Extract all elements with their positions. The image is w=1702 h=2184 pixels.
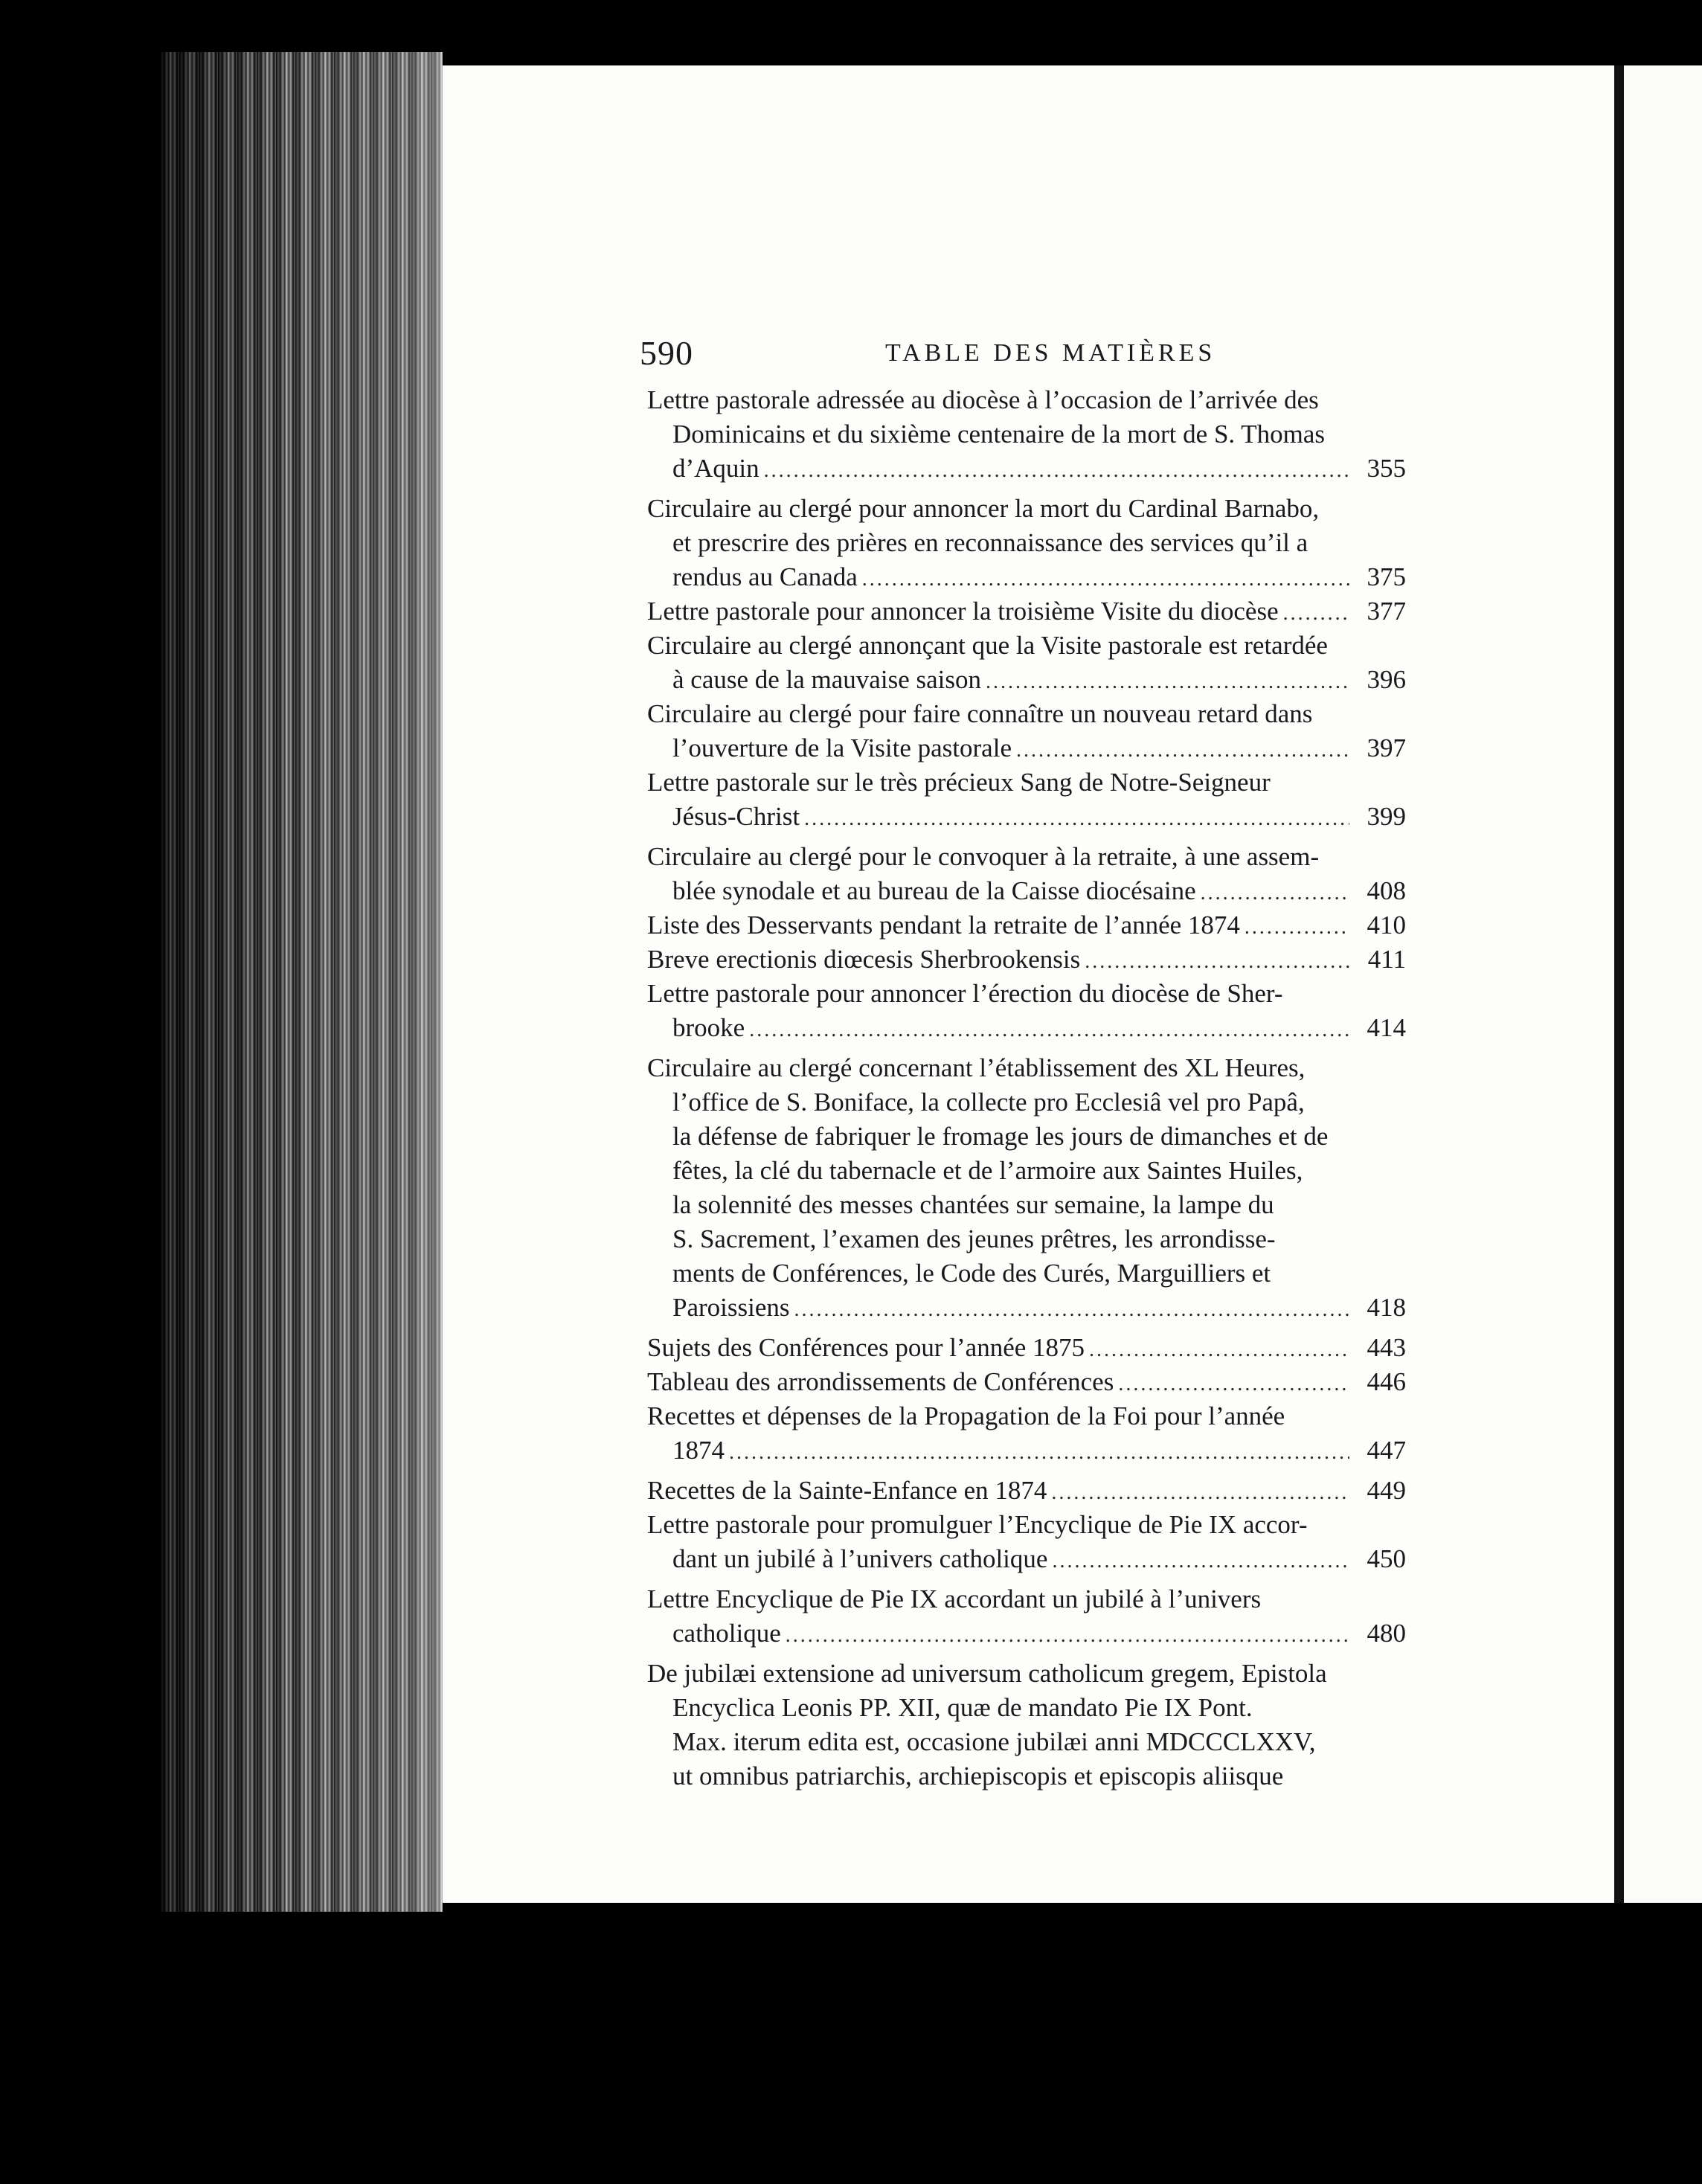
toc-entry-text: la défense de fabriquer le fromage les jours de dimanches et de xyxy=(672,1122,1329,1151)
toc-entry-line xyxy=(647,1120,1406,1154)
toc-entry-line xyxy=(647,1474,1406,1508)
toc-entry xyxy=(647,1051,1406,1325)
toc-entry-line xyxy=(647,663,1406,697)
toc-page-number: 397 xyxy=(1367,733,1406,762)
toc-page-number: 446 xyxy=(1367,1367,1406,1396)
toc-entry-text: l’office de S. Boniface, la collecte pro Ecclesiâ vel pro Papâ, xyxy=(672,1088,1305,1117)
toc-entry-line xyxy=(647,1011,1406,1045)
dot-leader xyxy=(749,1013,1349,1047)
toc-entry-text: ments de Conférences, le Code des Curés, Marguilliers et xyxy=(672,1259,1271,1288)
toc-entry xyxy=(647,492,1406,594)
toc-entry-line xyxy=(647,977,1406,1011)
toc-entry-text: Circulaire au clergé annonçant que la Visite pastorale est retardée xyxy=(647,631,1328,660)
toc-entry-text: Tableau des arrondissements de Conférences xyxy=(647,1367,1114,1396)
toc-entry-text: Recettes et dépenses de la Propagation de la Foi pour l’année xyxy=(647,1401,1285,1430)
dot-leader xyxy=(1016,733,1349,768)
toc-entry-line xyxy=(647,383,1406,417)
running-title: TABLE DES MATIÈRES xyxy=(885,339,1216,367)
right-page-sliver xyxy=(1624,65,1702,1903)
toc-entry-text: d’Aquin xyxy=(672,454,760,483)
toc-entry xyxy=(647,697,1406,765)
page-header xyxy=(640,333,1384,378)
toc-entry-line xyxy=(647,1433,1406,1468)
toc-entry xyxy=(647,908,1406,942)
dot-leader xyxy=(986,665,1349,699)
toc-entry xyxy=(647,765,1406,834)
toc-page-number: 396 xyxy=(1367,665,1406,694)
toc-entry-line xyxy=(647,417,1406,452)
toc-page-number: 443 xyxy=(1367,1333,1406,1362)
toc-entry-line xyxy=(647,594,1406,629)
toc-entry xyxy=(647,1582,1406,1651)
toc-page-number: 399 xyxy=(1367,802,1406,831)
toc-entry-line xyxy=(647,1691,1406,1725)
toc-entry xyxy=(647,840,1406,908)
toc-entry-text: dant un jubilé à l’univers catholique xyxy=(672,1544,1048,1573)
toc-entry xyxy=(647,1399,1406,1468)
toc-entry-line xyxy=(647,765,1406,800)
toc-entry-line xyxy=(647,1365,1406,1399)
toc-entry-line xyxy=(647,697,1406,731)
toc-entry-line xyxy=(647,492,1406,526)
toc-entry-line xyxy=(647,1399,1406,1433)
toc-page-number: 408 xyxy=(1367,876,1406,905)
toc-entry xyxy=(647,942,1406,977)
table-of-contents xyxy=(647,383,1406,1793)
toc-entry-text: à cause de la mauvaise saison xyxy=(672,665,981,694)
toc-entry-text: Lettre Encyclique de Pie IX accordant un jubilé à l’univers xyxy=(647,1584,1262,1613)
toc-entry-text: Encyclica Leonis PP. XII, quæ de mandato Pie IX Pont. xyxy=(672,1693,1253,1722)
toc-entry-line xyxy=(647,1725,1406,1759)
toc-entry-text: catholique xyxy=(672,1619,781,1648)
toc-entry-text: Max. iterum edita est, occasione jubilæi anni MDCCCLXXV, xyxy=(672,1727,1316,1756)
page-number: 590 xyxy=(640,334,693,372)
toc-entry-text: blée synodale et au bureau de la Caisse diocésaine xyxy=(672,876,1196,905)
dot-leader xyxy=(764,454,1349,488)
toc-entry-text: De jubilæi extensione ad universum catholicum gregem, Epistola xyxy=(647,1659,1327,1688)
book-page-edges xyxy=(160,52,443,1912)
toc-entry xyxy=(647,1474,1406,1508)
toc-entry-line xyxy=(647,942,1406,977)
dot-leader xyxy=(862,562,1349,597)
toc-entry-text: l’ouverture de la Visite pastorale xyxy=(672,733,1012,762)
toc-entry-line xyxy=(647,1759,1406,1793)
toc-page-number: 449 xyxy=(1367,1476,1406,1505)
toc-entry-line xyxy=(647,1331,1406,1365)
dot-leader xyxy=(1245,910,1349,945)
toc-entry-line xyxy=(647,874,1406,908)
toc-entry-text: Circulaire au clergé pour le convoquer à la retraite, à une assem- xyxy=(647,842,1320,871)
toc-entry-line xyxy=(647,1616,1406,1651)
toc-entry xyxy=(647,594,1406,629)
toc-entry-text: S. Sacrement, l’examen des jeunes prêtres, les arrondisse- xyxy=(672,1224,1276,1253)
toc-entry-text: 1874 xyxy=(672,1436,725,1465)
book-gutter xyxy=(1614,65,1624,1903)
dot-leader xyxy=(804,802,1349,836)
toc-entry xyxy=(647,1508,1406,1576)
toc-entry xyxy=(647,1331,1406,1365)
toc-entry-line xyxy=(647,908,1406,942)
dot-leader xyxy=(794,1293,1350,1327)
dot-leader xyxy=(1283,597,1349,631)
toc-entry xyxy=(647,1365,1406,1399)
toc-entry-text: brooke xyxy=(672,1013,745,1042)
dot-leader xyxy=(1052,1544,1349,1578)
toc-entry-line xyxy=(647,526,1406,560)
toc-entry-line xyxy=(647,800,1406,834)
dot-leader xyxy=(1089,1333,1349,1367)
toc-page-number: 414 xyxy=(1367,1013,1406,1042)
toc-entry-text: Circulaire au clergé pour faire connaître un nouveau retard dans xyxy=(647,699,1313,728)
toc-entry-text: Liste des Desservants pendant la retraite de l’année 1874 xyxy=(647,910,1240,940)
toc-entry-line xyxy=(647,560,1406,594)
toc-entry-line xyxy=(647,452,1406,486)
toc-entry-text: Lettre pastorale pour annoncer la troisième Visite du diocèse xyxy=(647,597,1279,626)
toc-page-number: 480 xyxy=(1367,1619,1406,1648)
toc-page-number: 377 xyxy=(1367,597,1406,626)
toc-page-number: 355 xyxy=(1367,454,1406,483)
toc-entry xyxy=(647,629,1406,697)
toc-entry-text: Breve erectionis diœcesis Sherbrookensis xyxy=(647,945,1081,974)
toc-entry-text: Jésus-Christ xyxy=(672,802,800,831)
toc-entry xyxy=(647,1657,1406,1793)
toc-entry-line xyxy=(647,1291,1406,1325)
toc-entry-text: Lettre pastorale pour annoncer l’érection du diocèse de Sher- xyxy=(647,979,1283,1008)
toc-entry-text: Lettre pastorale adressée au diocèse à l’occasion de l’arrivée des xyxy=(647,385,1319,414)
toc-entry-line xyxy=(647,1657,1406,1691)
toc-page-number: 375 xyxy=(1367,562,1406,591)
toc-entry-line xyxy=(647,629,1406,663)
toc-entry-line xyxy=(647,1051,1406,1085)
dot-leader xyxy=(786,1619,1349,1653)
toc-entry-text: Lettre pastorale pour promulguer l’Encyclique de Pie IX accor- xyxy=(647,1510,1308,1539)
toc-entry-line xyxy=(647,1542,1406,1576)
toc-entry-text: Dominicains et du sixième centenaire de la mort de S. Thomas xyxy=(672,420,1326,449)
dot-leader xyxy=(729,1436,1349,1470)
toc-page-number: 450 xyxy=(1367,1544,1406,1573)
toc-entry-text: Circulaire au clergé pour annoncer la mort du Cardinal Barnabo, xyxy=(647,494,1320,523)
toc-entry-line xyxy=(647,1222,1406,1256)
dot-leader xyxy=(1085,945,1349,979)
toc-entry-text: rendus au Canada xyxy=(672,562,858,591)
toc-entry xyxy=(647,977,1406,1045)
toc-entry-text: la solennité des messes chantées sur semaine, la lampe du xyxy=(672,1190,1274,1219)
toc-entry-text: fêtes, la clé du tabernacle et de l’armoire aux Saintes Huiles, xyxy=(672,1156,1303,1185)
toc-entry-line xyxy=(647,840,1406,874)
toc-entry xyxy=(647,383,1406,486)
toc-entry-text: ut omnibus patriarchis, archiepiscopis et episcopis aliisque xyxy=(672,1761,1284,1790)
dot-leader xyxy=(1118,1367,1349,1401)
toc-entry-line xyxy=(647,1154,1406,1188)
toc-entry-line xyxy=(647,1508,1406,1542)
toc-page-number: 418 xyxy=(1367,1293,1406,1322)
toc-entry-text: Circulaire au clergé concernant l’établissement des XL Heures, xyxy=(647,1053,1306,1082)
toc-page-number: 410 xyxy=(1367,910,1406,940)
toc-entry-text: Recettes de la Sainte-Enfance en 1874 xyxy=(647,1476,1047,1505)
toc-page-number: 447 xyxy=(1367,1436,1406,1465)
dot-leader xyxy=(1201,876,1349,910)
toc-page-number: 411 xyxy=(1367,945,1406,974)
toc-entry-line xyxy=(647,1085,1406,1120)
toc-entry-text: Lettre pastorale sur le très précieux Sang de Notre-Seigneur xyxy=(647,768,1271,797)
toc-entry-text: et prescrire des prières en reconnaissance des services qu’il a xyxy=(672,528,1308,557)
dot-leader xyxy=(1051,1476,1349,1510)
toc-entry-line xyxy=(647,1256,1406,1291)
toc-entry-line xyxy=(647,731,1406,765)
toc-entry-line xyxy=(647,1188,1406,1222)
toc-entry-text: Sujets des Conférences pour l’année 1875 xyxy=(647,1333,1085,1362)
toc-entry-line xyxy=(647,1582,1406,1616)
toc-entry-text: Paroissiens xyxy=(672,1293,790,1322)
